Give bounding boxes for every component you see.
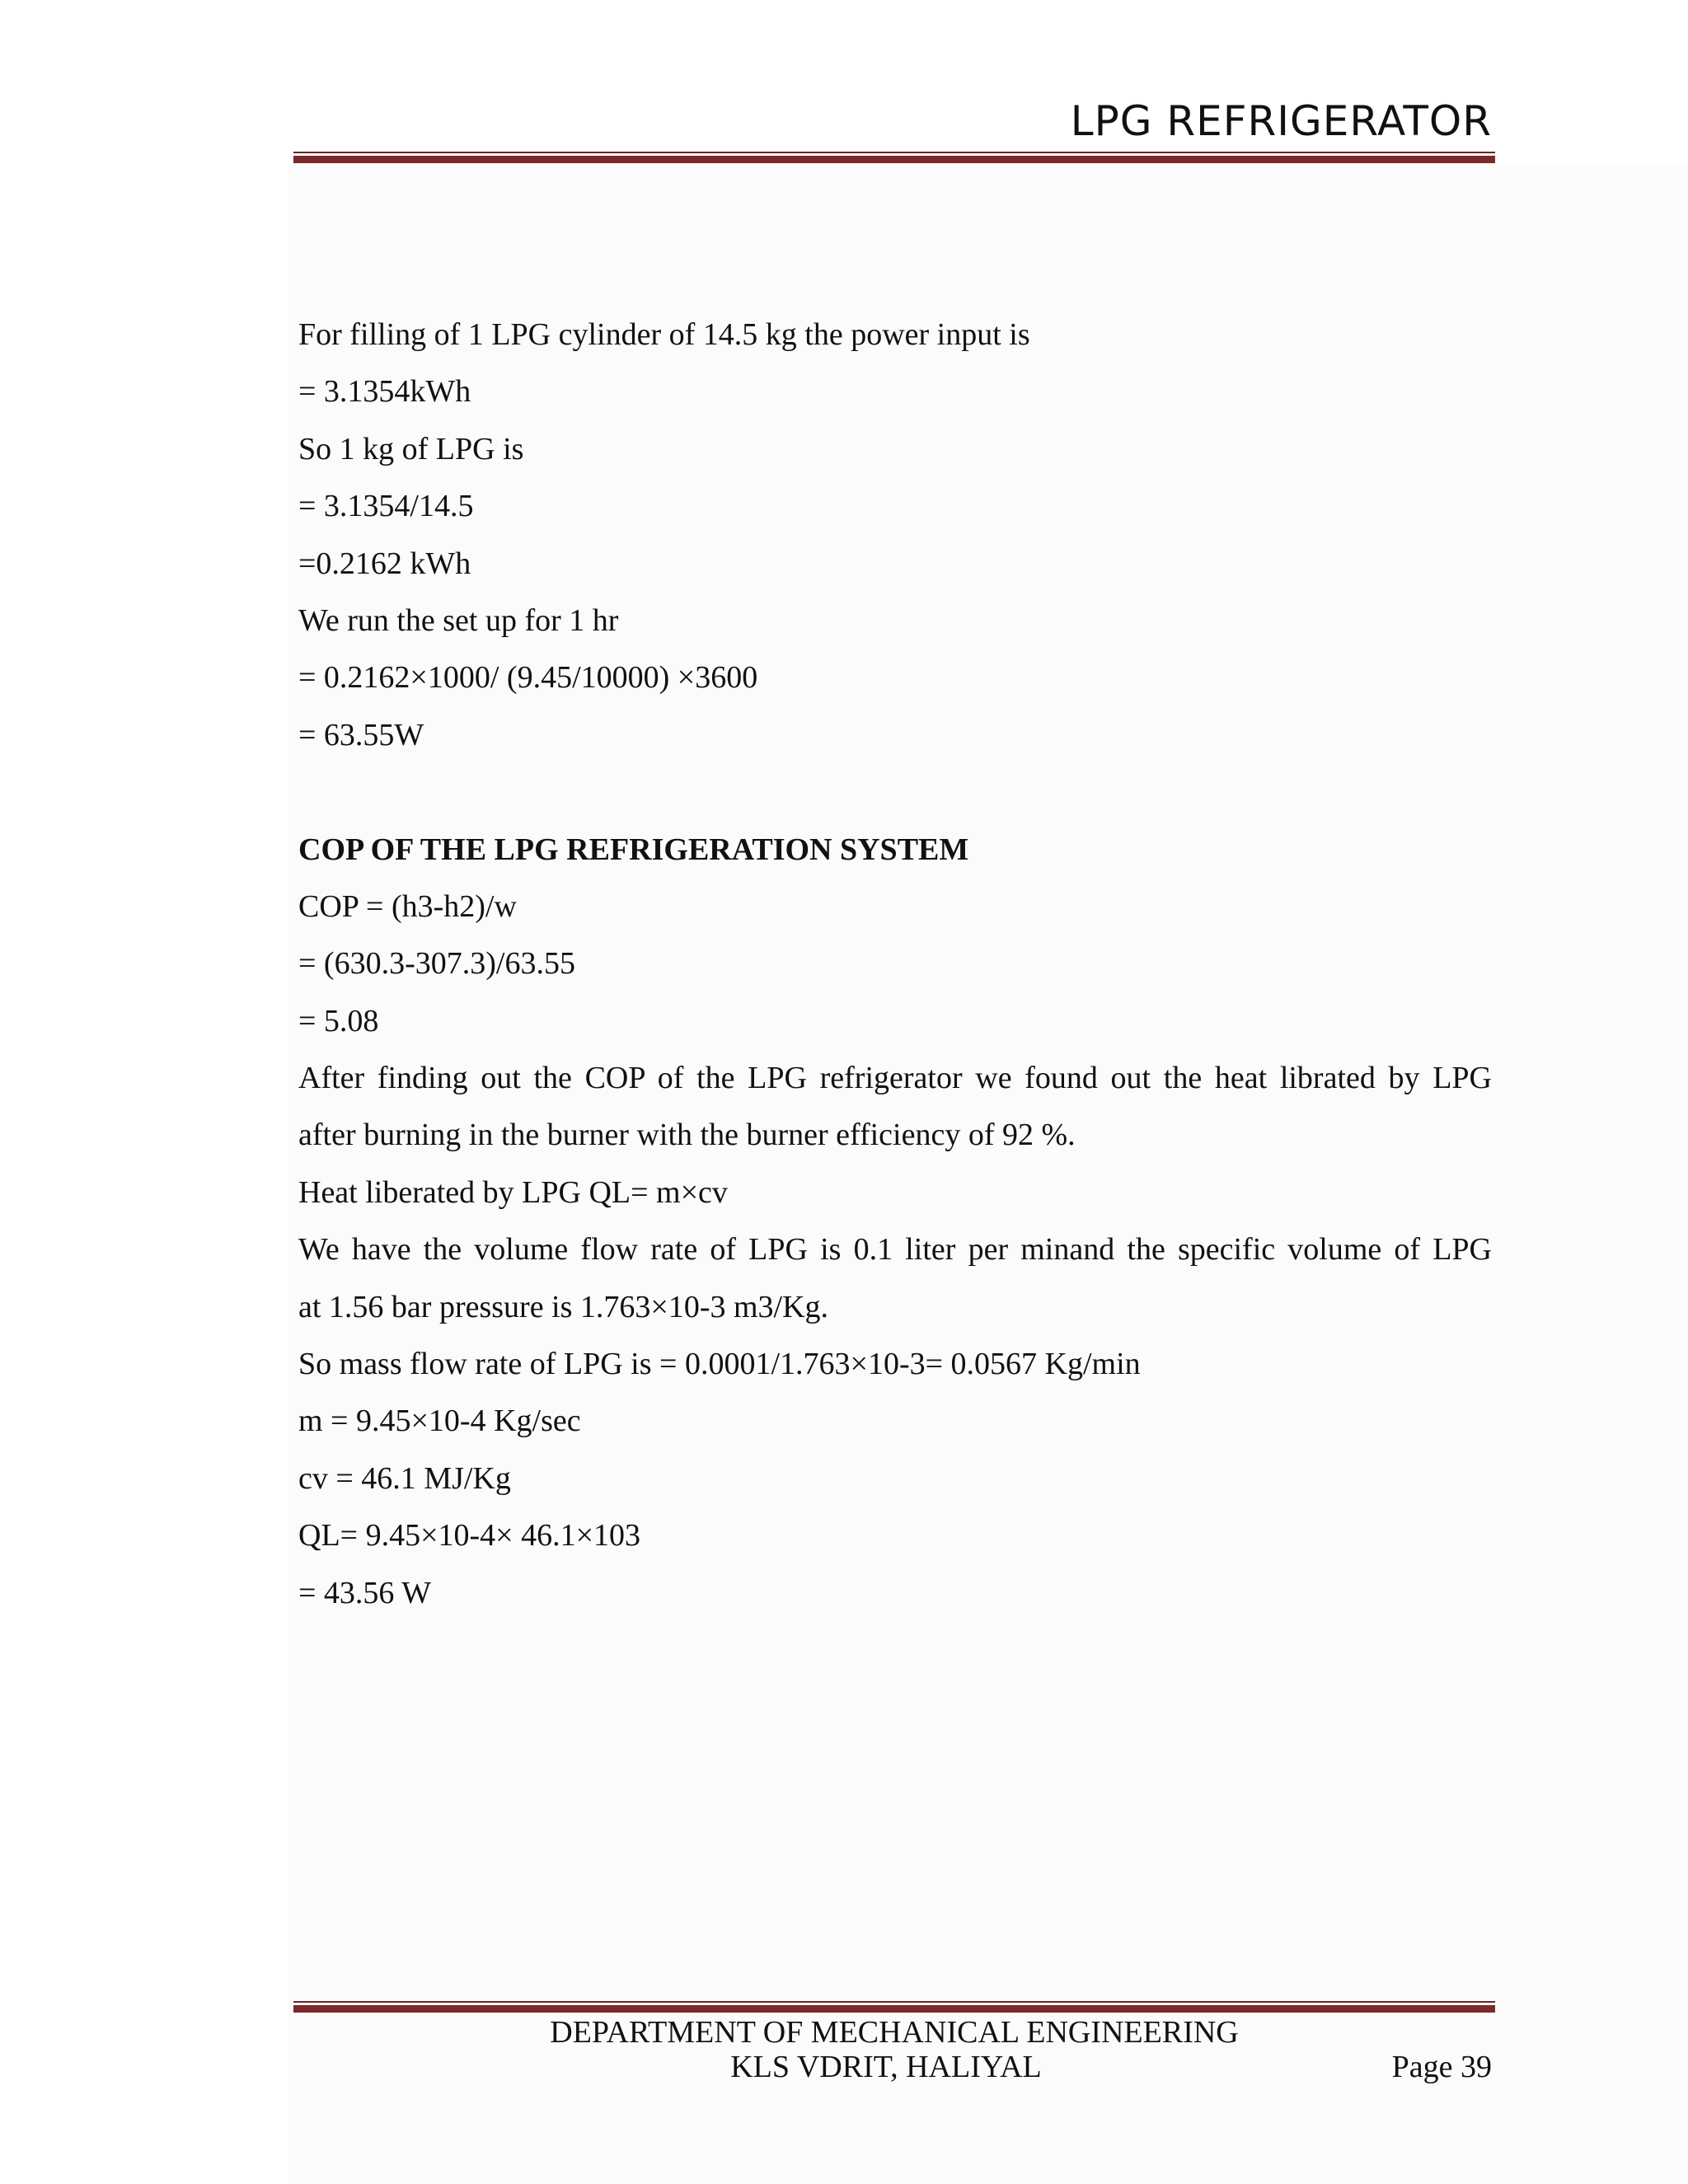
text-line: = 0.2162×1000/ (9.45/10000) ×3600	[298, 660, 758, 696]
text-line: = 3.1354kWh	[298, 374, 471, 410]
text-line: m = 9.45×10-4 Kg/sec	[298, 1404, 581, 1439]
footer-college: KLS VDRIT, HALIYAL	[730, 2050, 1042, 2084]
text-line: cv = 46.1 MJ/Kg	[298, 1460, 511, 1496]
text-line: Heat liberated by LPG QL= m×cv	[298, 1174, 728, 1210]
text-line: at 1.56 bar pressure is 1.763×10-3 m3/Kg.	[298, 1289, 829, 1324]
text-line: = (630.3-307.3)/63.55	[298, 946, 575, 982]
header-rule	[293, 152, 1495, 163]
text-line: COP = (h3-h2)/w	[298, 888, 517, 924]
text-line: = 3.1354/14.5	[298, 489, 474, 524]
footer-department: DEPARTMENT OF MECHANICAL ENGINEERING	[550, 2015, 1239, 2050]
text-line: = 5.08	[298, 1003, 379, 1038]
text-line: = 63.55W	[298, 717, 424, 752]
document-body	[298, 312, 1492, 1627]
text-line: So mass flow rate of LPG is = 0.0001/1.763×10-3= 0.0567 Kg/min	[298, 1347, 1141, 1382]
text-line: after burning in the burner with the burner efficiency of 92 %.	[298, 1118, 1076, 1153]
page-number: Page 39	[1391, 2050, 1492, 2084]
text-line: After finding out the COP of the LPG refrigerator we found out the heat librated by LPG	[298, 1061, 1492, 1096]
paragraph-spacer	[298, 769, 1492, 826]
section-heading: COP OF THE LPG REFRIGERATION SYSTEM	[298, 832, 969, 867]
text-line: So 1 kg of LPG is	[298, 431, 524, 466]
running-header-title: LPG REFRIGERATOR	[1070, 97, 1492, 145]
text-line: We have the volume flow rate of LPG is 0.1 liter per minand the specific volume of LPG	[298, 1232, 1492, 1268]
text-line: We run the set up for 1 hr	[298, 602, 619, 638]
text-line: For filling of 1 LPG cylinder of 14.5 kg the power input is	[298, 317, 1030, 352]
text-line: = 43.56 W	[298, 1575, 432, 1610]
text-line: QL= 9.45×10-4× 46.1×103	[298, 1518, 641, 1554]
text-line: =0.2162 kWh	[298, 546, 471, 581]
footer-rule	[293, 2001, 1495, 2013]
